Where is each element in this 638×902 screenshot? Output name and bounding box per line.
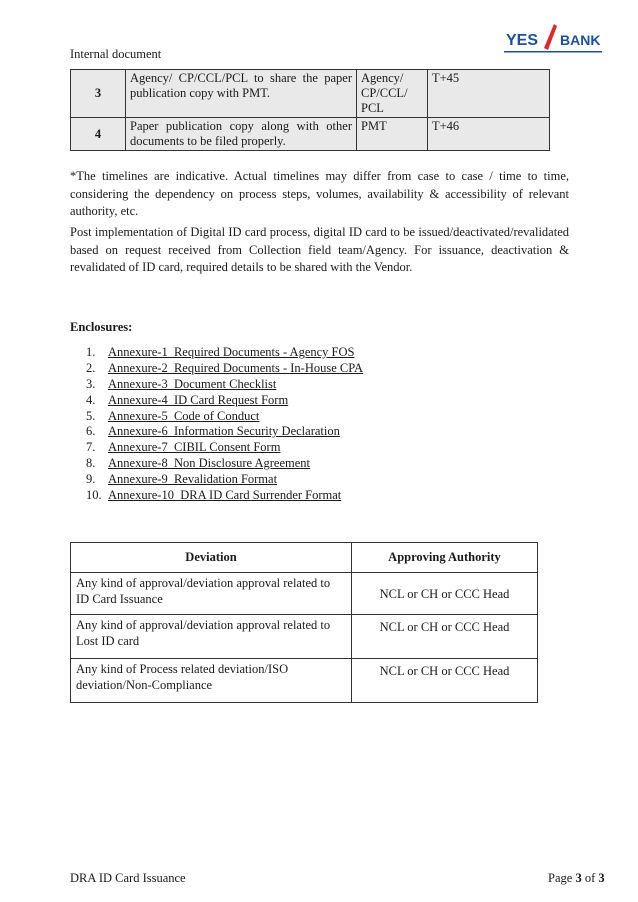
footer-page-number: Page 3 of 3 xyxy=(548,871,605,885)
annexure-link[interactable]: Annexure-4_ID Card Request Form xyxy=(108,392,289,407)
annexure-link[interactable]: Annexure-6_Information Security Declaration xyxy=(108,424,340,439)
logo-text-yes: YES xyxy=(506,32,539,49)
list-item[interactable]: 10. Annexure-10_DRA ID Card Surrender Format xyxy=(86,488,342,503)
process-steps-table xyxy=(70,69,550,151)
table-row xyxy=(71,118,550,151)
authority-cell: NCL or CH or CCC Head xyxy=(352,573,538,615)
yes-bank-logo xyxy=(500,18,606,58)
deviation-approval-table xyxy=(70,542,538,703)
list-item[interactable]: 4. Annexure-4_ID Card Request Form xyxy=(86,392,289,407)
table-header-row xyxy=(71,543,538,573)
enclosures-heading: Enclosures: xyxy=(70,320,133,334)
logo-text-bank: BANK xyxy=(560,32,601,48)
column-header-approving-authority: Approving Authority xyxy=(352,543,538,573)
annexure-link[interactable]: Annexure-5_Code of Conduct xyxy=(108,408,260,423)
annexure-link[interactable]: Annexure-8_Non Disclosure Agreement xyxy=(108,456,311,471)
list-item[interactable]: 7. Annexure-7_CIBIL Consent Form xyxy=(86,440,281,455)
document-classification-label: Internal document xyxy=(70,47,162,61)
step-activity: Agency/ CP/CCL/PCL to share the paper publication copy with PMT. xyxy=(126,70,357,118)
list-item[interactable]: 5. Annexure-5_Code of Conduct xyxy=(86,408,260,423)
table-row xyxy=(71,70,550,118)
step-timeline: T+46 xyxy=(428,118,550,151)
enclosures-list xyxy=(86,345,363,504)
table-row xyxy=(71,615,538,659)
step-number: 3 xyxy=(71,70,126,118)
step-activity: Paper publication copy along with other documents to be filed properly. xyxy=(126,118,357,151)
column-header-deviation: Deviation xyxy=(71,543,352,573)
authority-cell: NCL or CH or CCC Head xyxy=(352,615,538,659)
list-item[interactable]: 3. Annexure-3_Document Checklist xyxy=(86,376,277,391)
step-timeline: T+45 xyxy=(428,70,550,118)
annexure-link[interactable]: Annexure-3_Document Checklist xyxy=(108,376,277,391)
annexure-link[interactable]: Annexure-1_Required Documents - Agency FOS xyxy=(108,345,355,359)
timeline-note: *The timelines are indicative. Actual timelines may differ from case to case / time to time, considering the dependency on process steps, volumes, availability & accessibility of relevant authority, etc. xyxy=(70,169,569,218)
deviation-cell: Any kind of approval/deviation approval related to ID Card Issuance xyxy=(71,573,352,615)
deviation-cell: Any kind of Process related deviation/ISO deviation/Non-Compliance xyxy=(71,659,352,703)
table-row xyxy=(71,659,538,703)
post-implementation-paragraph: Post implementation of Digital ID card process, digital ID card to be issued/deactivated/revalidated based on request received from Collection field team/Agency. For issuance, deactivation & revalidated of ID card, required details to be shared with the Vendor. xyxy=(70,225,569,274)
annexure-link[interactable]: Annexure-10_DRA ID Card Surrender Format xyxy=(108,488,342,503)
deviation-cell: Any kind of approval/deviation approval related to Lost ID card xyxy=(71,615,352,659)
step-number: 4 xyxy=(71,118,126,151)
logo-slash-mark xyxy=(544,24,557,50)
list-item[interactable]: 6. Annexure-6_Information Security Declaration xyxy=(86,424,340,439)
list-item[interactable]: 2. Annexure-2_Required Documents - In-House CPA xyxy=(86,360,364,375)
table-row xyxy=(71,573,538,615)
list-item[interactable]: 8. Annexure-8_Non Disclosure Agreement xyxy=(86,456,311,471)
step-owner: Agency/ CP/CCL/ PCL xyxy=(357,70,428,118)
step-owner: PMT xyxy=(357,118,428,151)
authority-cell: NCL or CH or CCC Head xyxy=(352,659,538,703)
list-item[interactable]: 1. Annexure-1_Required Documents - Agency FOS xyxy=(86,345,355,359)
annexure-link[interactable]: Annexure-7_CIBIL Consent Form xyxy=(108,440,281,455)
logo-underline xyxy=(504,51,602,53)
annexure-link[interactable]: Annexure-9_Revalidation Format xyxy=(108,472,278,487)
list-item[interactable]: 9. Annexure-9_Revalidation Format xyxy=(86,472,278,487)
annexure-link[interactable]: Annexure-2_Required Documents - In-House CPA xyxy=(108,360,364,375)
footer-document-title: DRA ID Card Issuance xyxy=(70,871,186,885)
